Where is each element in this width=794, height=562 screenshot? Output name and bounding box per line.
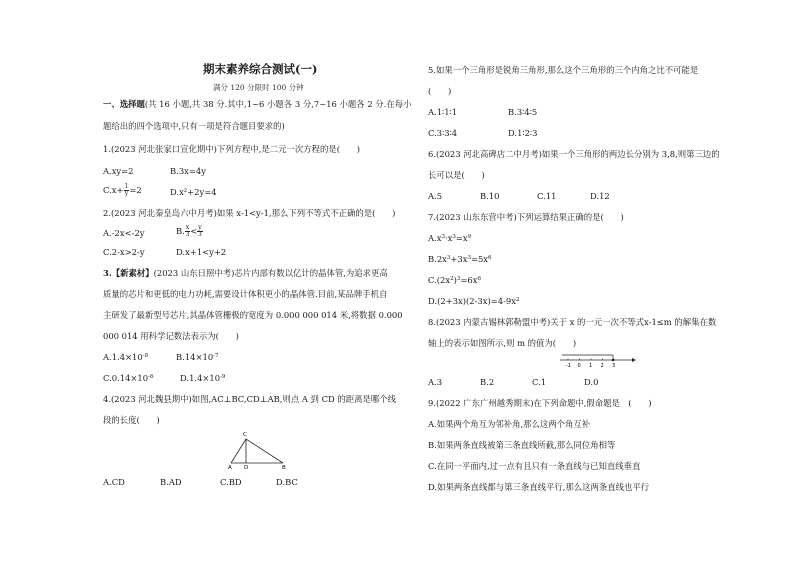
q6-option-b: B.10: [480, 191, 500, 201]
q4-option-d: D.BC: [276, 477, 298, 487]
q7-c-e3: 6: [477, 276, 481, 282]
q7-d-e: 2: [515, 297, 520, 303]
q6-line2: 长可以是( ): [428, 170, 485, 180]
q8-option-c: C.1: [532, 377, 547, 387]
q2-option-b: [176, 225, 203, 238]
q8-line2: 轴上的表示如图所示,则 m 的值为( ): [428, 338, 577, 348]
q1-stem: 1.(2023 河北张家口宣化期中)下列方程中,是二元一次方程的是( ): [103, 144, 361, 154]
q8-option-b: B.2: [480, 377, 495, 387]
q7-b-e3: 6: [488, 255, 492, 261]
q8-tick-label: 0: [577, 363, 581, 369]
q7-a-e3: 9: [467, 234, 472, 240]
q8-number-line-figure: [558, 350, 638, 372]
q3-line1-text: (2023 山东日照中考)芯片内部有数以亿计的晶体管,为追求更高: [153, 268, 388, 278]
section-heading-line2: 题给出的四个选项中,只有一项是符合题目要求的): [103, 121, 285, 131]
q8-option-d: D.0: [584, 377, 599, 387]
q7-option-a: [428, 233, 471, 244]
q9-option-d: D.如果两条直线都与第三条直线平行,那么这两条直线也平行: [428, 482, 650, 492]
q3-c-base: C.0.14×10: [103, 373, 149, 383]
q3-d-base: D.1.4×10: [180, 373, 221, 383]
q8-line1: 8.(2023 内蒙古锡林郭勒盟中考)关于 x 的一元一次不等式x-1≤m 的解集在数: [428, 317, 717, 327]
q8-option-a: A.3: [428, 377, 443, 387]
q1-option-c: [103, 184, 142, 197]
q7-b-e2: 3: [467, 255, 471, 261]
section-heading-bold: 一、选择题: [103, 99, 145, 109]
q7-stem: 7.(2023 山东东营中考)下列运算结果正确的是( ): [428, 212, 624, 222]
q7-c-e1: 2: [450, 276, 454, 282]
q2-option-d: D.x+1<y+2: [176, 247, 227, 257]
q2-b-f1d: 3: [185, 231, 190, 238]
q3-a-exp: -8: [142, 353, 149, 359]
q3-c-exp: -6: [148, 374, 154, 380]
q3-line4: 000 014 用科学记数法表示为( ): [103, 331, 239, 341]
q4-label-b: B: [282, 465, 286, 470]
q5-stem: 5.如果一个三角形是锐角三角形,那么这个三角形的三个内角之比不可能是: [428, 65, 699, 75]
q7-b-mid: +3x: [450, 254, 468, 264]
q7-a-mid: ·x: [444, 233, 453, 243]
q3-option-b: [176, 352, 219, 363]
q6-option-c: C.11: [537, 191, 557, 201]
q7-b-e1: 3: [446, 255, 451, 261]
q7-c-mid: ): [453, 275, 457, 285]
q3-tag: 3.【新素材】: [103, 268, 154, 278]
q8-tick-label: 1: [589, 363, 593, 369]
q2-b-f2n: y: [198, 224, 202, 231]
q1-c-den: y: [124, 190, 129, 197]
q2-b-f1n: x: [185, 224, 190, 231]
q8-tick-label: 2: [600, 363, 604, 369]
q5-paren: ( ): [428, 86, 452, 96]
q7-a-e2: 3: [452, 234, 456, 240]
q1-c-post: =2: [129, 185, 142, 195]
q8-tick-label: 3: [612, 363, 616, 369]
q9-option-a: A.如果两个角互为邻补角,那么这两个角互补: [428, 419, 591, 429]
q2-b-mid: <: [190, 226, 198, 236]
q9-option-c: C.在同一平面内,过一点有且只有一条直线与已知直线垂直: [428, 461, 641, 471]
q3-d-exp: -9: [220, 374, 226, 380]
q8-tick-label: -1: [566, 363, 571, 369]
q7-a-e1: 3: [441, 234, 445, 240]
q4-line2: 段的长度( ): [103, 415, 160, 425]
q6-option-d: D.12: [590, 191, 610, 201]
page-subtitle: 满分 120 分限时 100 分钟: [213, 83, 304, 92]
q7-a-eq: =x: [455, 233, 468, 243]
q7-c-base: C.(2x: [428, 275, 451, 285]
q2-b-f2d: 3: [198, 231, 202, 238]
q3-option-c: [103, 373, 153, 384]
q7-option-d: [428, 296, 519, 307]
q6-option-a: A.5: [428, 191, 443, 201]
q3-line1: [103, 268, 388, 279]
q1-c-pre: C.x+: [103, 185, 124, 195]
page-title: 期末素养综合测试(一): [203, 62, 318, 76]
q2-b-frac2: [197, 225, 202, 238]
q4-triangle-figure: [223, 430, 293, 470]
q7-option-c: [428, 275, 481, 286]
q9-stem: 9.(2022 广东广州越秀期末)在下列命题中,假命题是 ( ): [428, 398, 652, 408]
q7-option-b: [428, 254, 492, 265]
q2-option-a: A.-2x<-2y: [103, 228, 145, 238]
q3-line2: 质量的芯片和更低的电力功耗,需要设计体积更小的晶体管.目前,某品牌手机自: [103, 289, 388, 299]
q7-b-eq: =5x: [470, 254, 489, 264]
section-heading-text: (共 16 小题,共 38 分.其中,1~6 小题各 3 分,7~16 小题各 2 分.在每小: [144, 99, 412, 109]
q2-option-c: C.2-x>2-y: [103, 247, 145, 257]
q3-option-d: [180, 373, 225, 384]
q4-figure-edges: [231, 439, 283, 463]
q7-c-e2: 3: [456, 276, 461, 282]
q5-option-d: D.1∶2∶3: [508, 128, 538, 138]
q4-label-c: C: [243, 432, 247, 438]
q3-b-base: B.14×10: [176, 352, 214, 362]
q7-c-eq: =6x: [460, 275, 478, 285]
q4-option-a: A.CD: [103, 477, 125, 487]
q7-a-base: A.x: [428, 233, 442, 243]
q4-option-b: B.AD: [160, 477, 182, 487]
q4-label-a: A: [228, 465, 232, 470]
q3-b-exp: -7: [213, 353, 219, 359]
q3-a-base: A.1.4×10: [103, 352, 143, 362]
q3-line3: 主研发了最新型号芯片,其晶体管栅极的宽度为 0.000 000 014 米,将数据 0.000: [103, 310, 403, 320]
q2-b-pre: B.: [176, 226, 185, 236]
q4-option-c: C.BD: [220, 477, 242, 487]
q4-line1: 4.(2023 河北魏县期中)如图,AC⊥BC,CD⊥AB,则点 A 到 CD 的距离是哪个线: [103, 394, 397, 404]
q9-option-b: B.如果两条直线被第三条直线所截,那么同位角相等: [428, 440, 616, 450]
q2-stem: 2.(2023 河北秦皇岛六中月考)如果 x-1<y-1,那么下列不等式不正确的是( ): [103, 208, 396, 218]
q5-option-c: C.3∶3∶4: [428, 128, 458, 138]
q5-option-b: B.3∶4∶5: [508, 107, 538, 117]
q4-label-d: D: [244, 465, 249, 470]
q8-axis-arrow: [632, 358, 636, 362]
q7-d-base: D.(2+3x)(2-3x)=4-9x: [428, 296, 516, 306]
q1-option-a: A.xy=2: [103, 166, 134, 176]
q3-option-a: [103, 352, 148, 363]
q1-c-num: 1: [124, 183, 129, 190]
q5-option-a: A.1∶1∶1: [428, 107, 458, 117]
q6-line1: 6.(2023 河北高碑店二中月考)如果一个三角形的两边长分别为 3,8,则第三边的: [428, 149, 720, 159]
section-heading: [103, 99, 411, 110]
q1-option-d: D.x²+2y=4: [170, 187, 217, 197]
q7-b-base: B.2x: [428, 254, 447, 264]
q1-option-b: B.3x=4y: [170, 166, 206, 176]
